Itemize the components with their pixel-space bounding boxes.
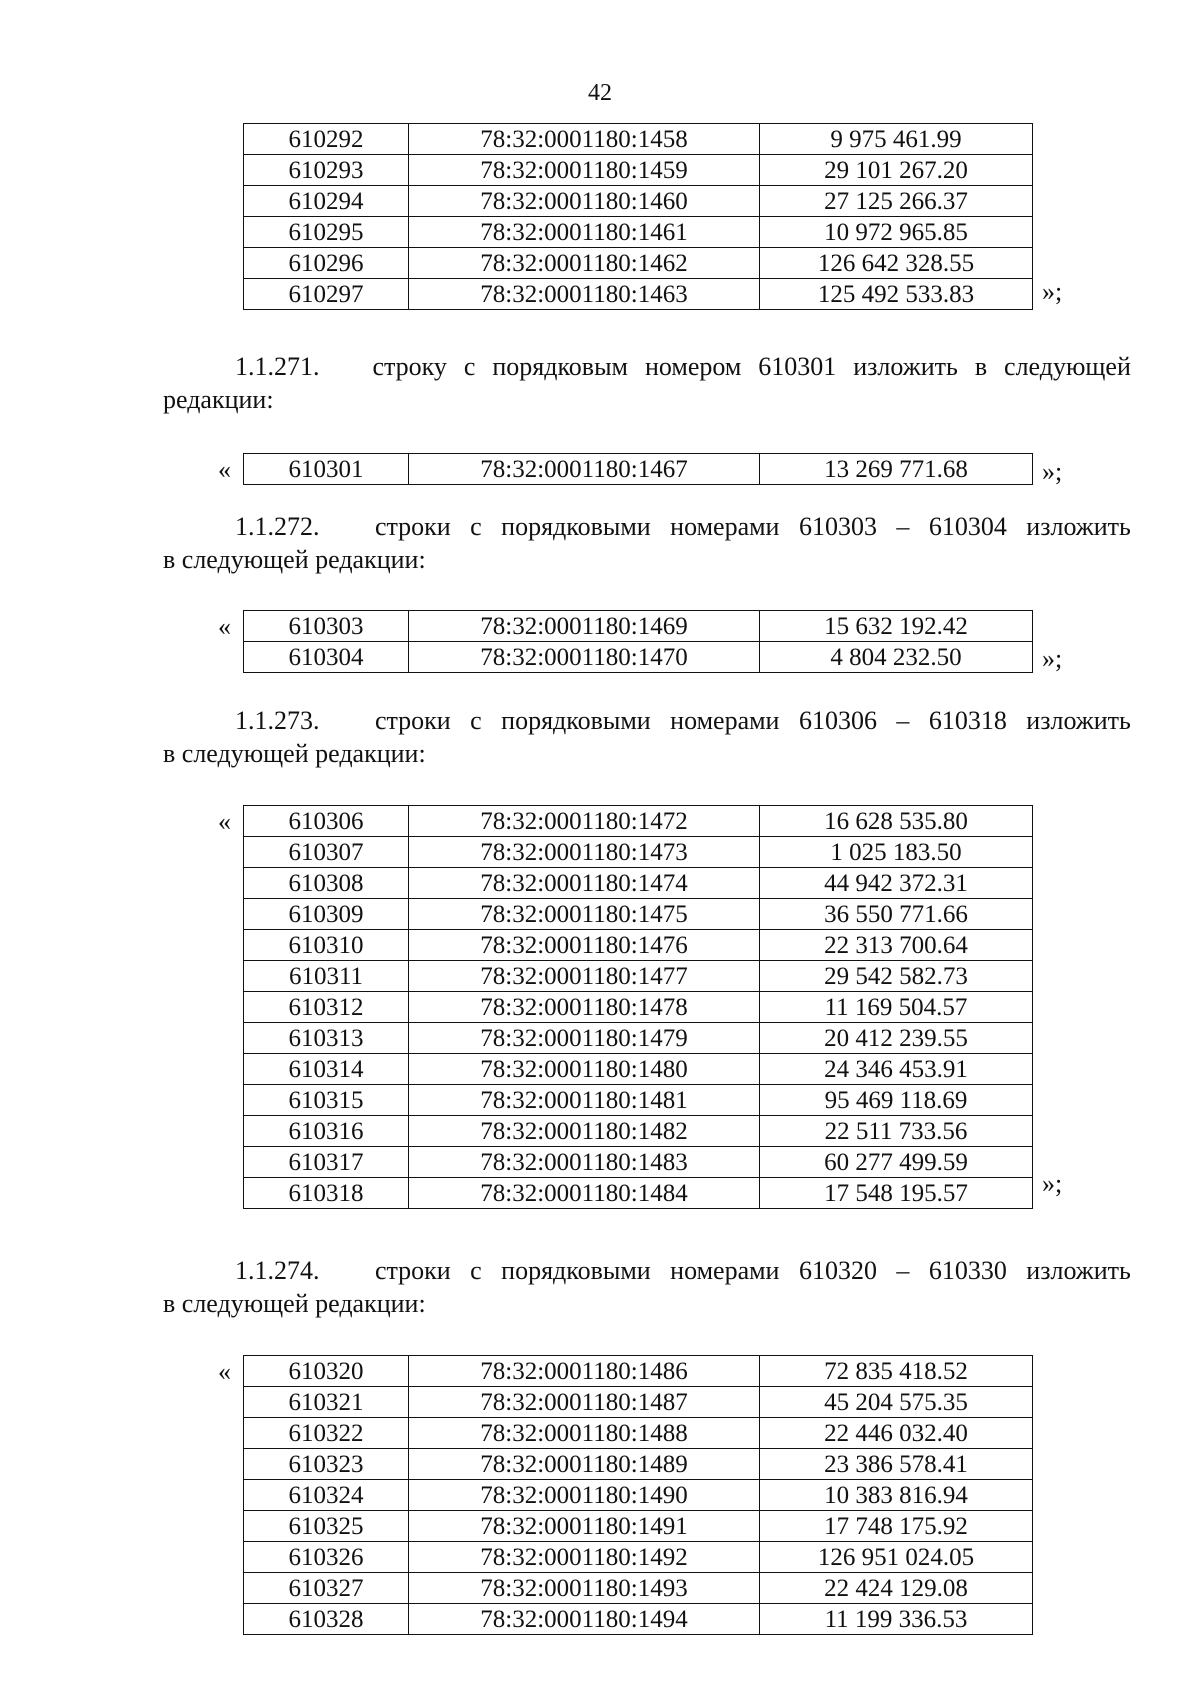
paragraph-word: порядковыми <box>501 706 651 735</box>
value-cell: 11 169 504.57 <box>760 992 1033 1023</box>
value-cell: 10 972 965.85 <box>760 217 1033 248</box>
table-row <box>244 1511 1033 1542</box>
closing-quote: »; <box>1042 644 1063 673</box>
table-row <box>244 279 1033 310</box>
row-number-cell: 610310 <box>244 930 409 961</box>
value-cell: 44 942 372.31 <box>760 868 1033 899</box>
paragraph-word: строку <box>372 352 447 381</box>
row-number-cell: 610320 <box>244 1356 409 1387</box>
paragraph-word: порядковыми <box>501 512 651 541</box>
row-number-cell: 610325 <box>244 1511 409 1542</box>
continuation-table <box>243 123 1033 310</box>
paragraph-second-line: в следующей редакции: <box>163 739 426 768</box>
value-cell: 29 101 267.20 <box>760 155 1033 186</box>
closing-quote: »; <box>1042 277 1063 306</box>
clause-number: 1.1.271. <box>235 352 320 381</box>
cadastral-number-cell: 78:32:0001180:1480 <box>409 1054 760 1085</box>
value-cell: 13 269 771.68 <box>760 454 1033 485</box>
value-cell: 22 313 700.64 <box>760 930 1033 961</box>
value-cell: 11 199 336.53 <box>760 1604 1033 1635</box>
paragraph-first-line <box>163 350 1131 383</box>
paragraph-word: с <box>470 706 482 735</box>
cadastral-number-cell: 78:32:0001180:1493 <box>409 1573 760 1604</box>
value-cell: 9 975 461.99 <box>760 124 1033 155</box>
table-row <box>244 186 1033 217</box>
row-number-cell: 610322 <box>244 1418 409 1449</box>
paragraph-word: с <box>470 512 482 541</box>
table-row <box>244 1418 1033 1449</box>
row-number-cell: 610321 <box>244 1387 409 1418</box>
paragraph-word: – <box>896 706 910 735</box>
cadastral-number-cell: 78:32:0001180:1491 <box>409 1511 760 1542</box>
cadastral-number-cell: 78:32:0001180:1473 <box>409 837 760 868</box>
paragraph-word: 610304 <box>928 512 1007 541</box>
opening-quote: « <box>218 807 231 836</box>
closing-quote: »; <box>1042 1169 1063 1198</box>
table-row <box>244 961 1033 992</box>
table-row <box>244 1604 1033 1635</box>
amendment-table <box>243 610 1033 673</box>
clause-number: 1.1.274. <box>235 1256 320 1285</box>
row-number-cell: 610311 <box>244 961 409 992</box>
paragraph-word: номером <box>644 352 742 381</box>
row-number-cell: 610312 <box>244 992 409 1023</box>
cadastral-number-cell: 78:32:0001180:1476 <box>409 930 760 961</box>
cadastral-number-cell: 78:32:0001180:1490 <box>409 1480 760 1511</box>
amendment-paragraph <box>163 704 1131 770</box>
table-row <box>244 124 1033 155</box>
table-row <box>244 1116 1033 1147</box>
row-number-cell: 610304 <box>244 642 409 673</box>
cadastral-number-cell: 78:32:0001180:1478 <box>409 992 760 1023</box>
cadastral-number-cell: 78:32:0001180:1474 <box>409 868 760 899</box>
row-number-cell: 610307 <box>244 837 409 868</box>
paragraph-word: в <box>974 352 988 381</box>
table-row <box>244 837 1033 868</box>
table-row <box>244 155 1033 186</box>
value-cell: 36 550 771.66 <box>760 899 1033 930</box>
cadastral-number-cell: 78:32:0001180:1481 <box>409 1085 760 1116</box>
cadastral-number-cell: 78:32:0001180:1482 <box>409 1116 760 1147</box>
row-number-cell: 610317 <box>244 1147 409 1178</box>
value-cell: 22 424 129.08 <box>760 1573 1033 1604</box>
cadastral-number-cell: 78:32:0001180:1459 <box>409 155 760 186</box>
table-row <box>244 806 1033 837</box>
value-cell: 15 632 192.42 <box>760 611 1033 642</box>
paragraph-word: 610318 <box>928 706 1007 735</box>
value-cell: 10 383 816.94 <box>760 1480 1033 1511</box>
opening-quote: « <box>218 612 231 641</box>
paragraph-word: с <box>470 1256 482 1285</box>
clause-number: 1.1.272. <box>235 512 320 541</box>
row-number-cell: 610293 <box>244 155 409 186</box>
row-number-cell: 610328 <box>244 1604 409 1635</box>
row-number-cell: 610309 <box>244 899 409 930</box>
opening-quote: « <box>218 1357 231 1386</box>
row-number-cell: 610292 <box>244 124 409 155</box>
cadastral-number-cell: 78:32:0001180:1487 <box>409 1387 760 1418</box>
amendment-table <box>243 1355 1033 1635</box>
page-number: 42 <box>588 80 612 106</box>
paragraph-word: изложить <box>1026 1256 1131 1285</box>
value-cell: 4 804 232.50 <box>760 642 1033 673</box>
paragraph-second-line: в следующей редакции: <box>163 1289 426 1318</box>
table-row <box>244 1542 1033 1573</box>
paragraph-word: 610301 <box>758 352 837 381</box>
table-row <box>244 1178 1033 1209</box>
cadastral-number-cell: 78:32:0001180:1460 <box>409 186 760 217</box>
amendment-paragraph <box>163 510 1131 576</box>
table-row <box>244 611 1033 642</box>
table-row <box>244 899 1033 930</box>
table-row <box>244 1085 1033 1116</box>
paragraph-word: строки <box>374 512 451 541</box>
row-number-cell: 610308 <box>244 868 409 899</box>
paragraph-word: порядковым <box>492 352 629 381</box>
row-number-cell: 610296 <box>244 248 409 279</box>
clause-number: 1.1.273. <box>235 706 320 735</box>
cadastral-number-cell: 78:32:0001180:1467 <box>409 454 760 485</box>
row-number-cell: 610316 <box>244 1116 409 1147</box>
paragraph-word: строки <box>374 1256 451 1285</box>
cadastral-number-cell: 78:32:0001180:1486 <box>409 1356 760 1387</box>
paragraph-word: 610306 <box>798 706 877 735</box>
value-cell: 95 469 118.69 <box>760 1085 1033 1116</box>
table-row <box>244 1023 1033 1054</box>
row-number-cell: 610318 <box>244 1178 409 1209</box>
row-number-cell: 610314 <box>244 1054 409 1085</box>
cadastral-number-cell: 78:32:0001180:1470 <box>409 642 760 673</box>
row-number-cell: 610327 <box>244 1573 409 1604</box>
cadastral-number-cell: 78:32:0001180:1458 <box>409 124 760 155</box>
row-number-cell: 610295 <box>244 217 409 248</box>
cadastral-number-cell: 78:32:0001180:1489 <box>409 1449 760 1480</box>
table-row <box>244 1480 1033 1511</box>
value-cell: 17 548 195.57 <box>760 1178 1033 1209</box>
row-number-cell: 610303 <box>244 611 409 642</box>
paragraph-word: с <box>463 352 476 381</box>
cadastral-number-cell: 78:32:0001180:1479 <box>409 1023 760 1054</box>
value-cell: 20 412 239.55 <box>760 1023 1033 1054</box>
cadastral-number-cell: 78:32:0001180:1472 <box>409 806 760 837</box>
row-number-cell: 610297 <box>244 279 409 310</box>
row-number-cell: 610313 <box>244 1023 409 1054</box>
table-row <box>244 930 1033 961</box>
table-row <box>244 1387 1033 1418</box>
paragraph-word: – <box>896 512 910 541</box>
value-cell: 24 346 453.91 <box>760 1054 1033 1085</box>
row-number-cell: 610315 <box>244 1085 409 1116</box>
table-row <box>244 454 1033 485</box>
paragraph-word: номерами <box>670 1256 780 1285</box>
value-cell: 60 277 499.59 <box>760 1147 1033 1178</box>
row-number-cell: 610323 <box>244 1449 409 1480</box>
row-number-cell: 610294 <box>244 186 409 217</box>
value-cell: 72 835 418.52 <box>760 1356 1033 1387</box>
table-row <box>244 1573 1033 1604</box>
cadastral-number-cell: 78:32:0001180:1492 <box>409 1542 760 1573</box>
table-row <box>244 248 1033 279</box>
cadastral-number-cell: 78:32:0001180:1488 <box>409 1418 760 1449</box>
cadastral-number-cell: 78:32:0001180:1477 <box>409 961 760 992</box>
row-number-cell: 610326 <box>244 1542 409 1573</box>
paragraph-first-line <box>163 510 1131 543</box>
paragraph-word: 610303 <box>798 512 877 541</box>
closing-quote: »; <box>1042 457 1063 486</box>
paragraph-word: следующей <box>1004 352 1131 381</box>
cadastral-number-cell: 78:32:0001180:1475 <box>409 899 760 930</box>
paragraph-first-line <box>163 704 1131 737</box>
value-cell: 23 386 578.41 <box>760 1449 1033 1480</box>
value-cell: 27 125 266.37 <box>760 186 1033 217</box>
value-cell: 22 511 733.56 <box>760 1116 1033 1147</box>
cadastral-number-cell: 78:32:0001180:1494 <box>409 1604 760 1635</box>
paragraph-word: изложить <box>1026 512 1131 541</box>
paragraph-word: – <box>896 1256 910 1285</box>
paragraph-word: изложить <box>853 352 958 381</box>
table-row <box>244 1054 1033 1085</box>
row-number-cell: 610301 <box>244 454 409 485</box>
row-number-cell: 610306 <box>244 806 409 837</box>
table-row <box>244 1449 1033 1480</box>
value-cell: 45 204 575.35 <box>760 1387 1033 1418</box>
amendment-paragraph <box>163 350 1131 416</box>
table-row <box>244 1356 1033 1387</box>
cadastral-number-cell: 78:32:0001180:1469 <box>409 611 760 642</box>
value-cell: 1 025 183.50 <box>760 837 1033 868</box>
paragraph-word: номерами <box>670 512 780 541</box>
table-row <box>244 217 1033 248</box>
table-row <box>244 642 1033 673</box>
cadastral-number-cell: 78:32:0001180:1462 <box>409 248 760 279</box>
paragraph-word: номерами <box>670 706 780 735</box>
cadastral-number-cell: 78:32:0001180:1461 <box>409 217 760 248</box>
cadastral-number-cell: 78:32:0001180:1483 <box>409 1147 760 1178</box>
table-row <box>244 992 1033 1023</box>
cadastral-number-cell: 78:32:0001180:1484 <box>409 1178 760 1209</box>
cadastral-number-cell: 78:32:0001180:1463 <box>409 279 760 310</box>
amendment-table <box>243 453 1033 485</box>
table-row <box>244 1147 1033 1178</box>
value-cell: 126 951 024.05 <box>760 1542 1033 1573</box>
paragraph-second-line: в следующей редакции: <box>163 545 426 574</box>
paragraph-first-line <box>163 1254 1131 1287</box>
value-cell: 126 642 328.55 <box>760 248 1033 279</box>
value-cell: 29 542 582.73 <box>760 961 1033 992</box>
paragraph-word: 610330 <box>928 1256 1007 1285</box>
value-cell: 17 748 175.92 <box>760 1511 1033 1542</box>
table-row <box>244 868 1033 899</box>
paragraph-word: изложить <box>1026 706 1131 735</box>
amendment-table <box>243 805 1033 1209</box>
row-number-cell: 610324 <box>244 1480 409 1511</box>
opening-quote: « <box>218 455 231 484</box>
value-cell: 22 446 032.40 <box>760 1418 1033 1449</box>
paragraph-word: порядковыми <box>501 1256 651 1285</box>
amendment-paragraph <box>163 1254 1131 1320</box>
paragraph-word: 610320 <box>798 1256 877 1285</box>
paragraph-second-line: редакции: <box>163 385 274 414</box>
value-cell: 16 628 535.80 <box>760 806 1033 837</box>
paragraph-word: строки <box>374 706 451 735</box>
value-cell: 125 492 533.83 <box>760 279 1033 310</box>
